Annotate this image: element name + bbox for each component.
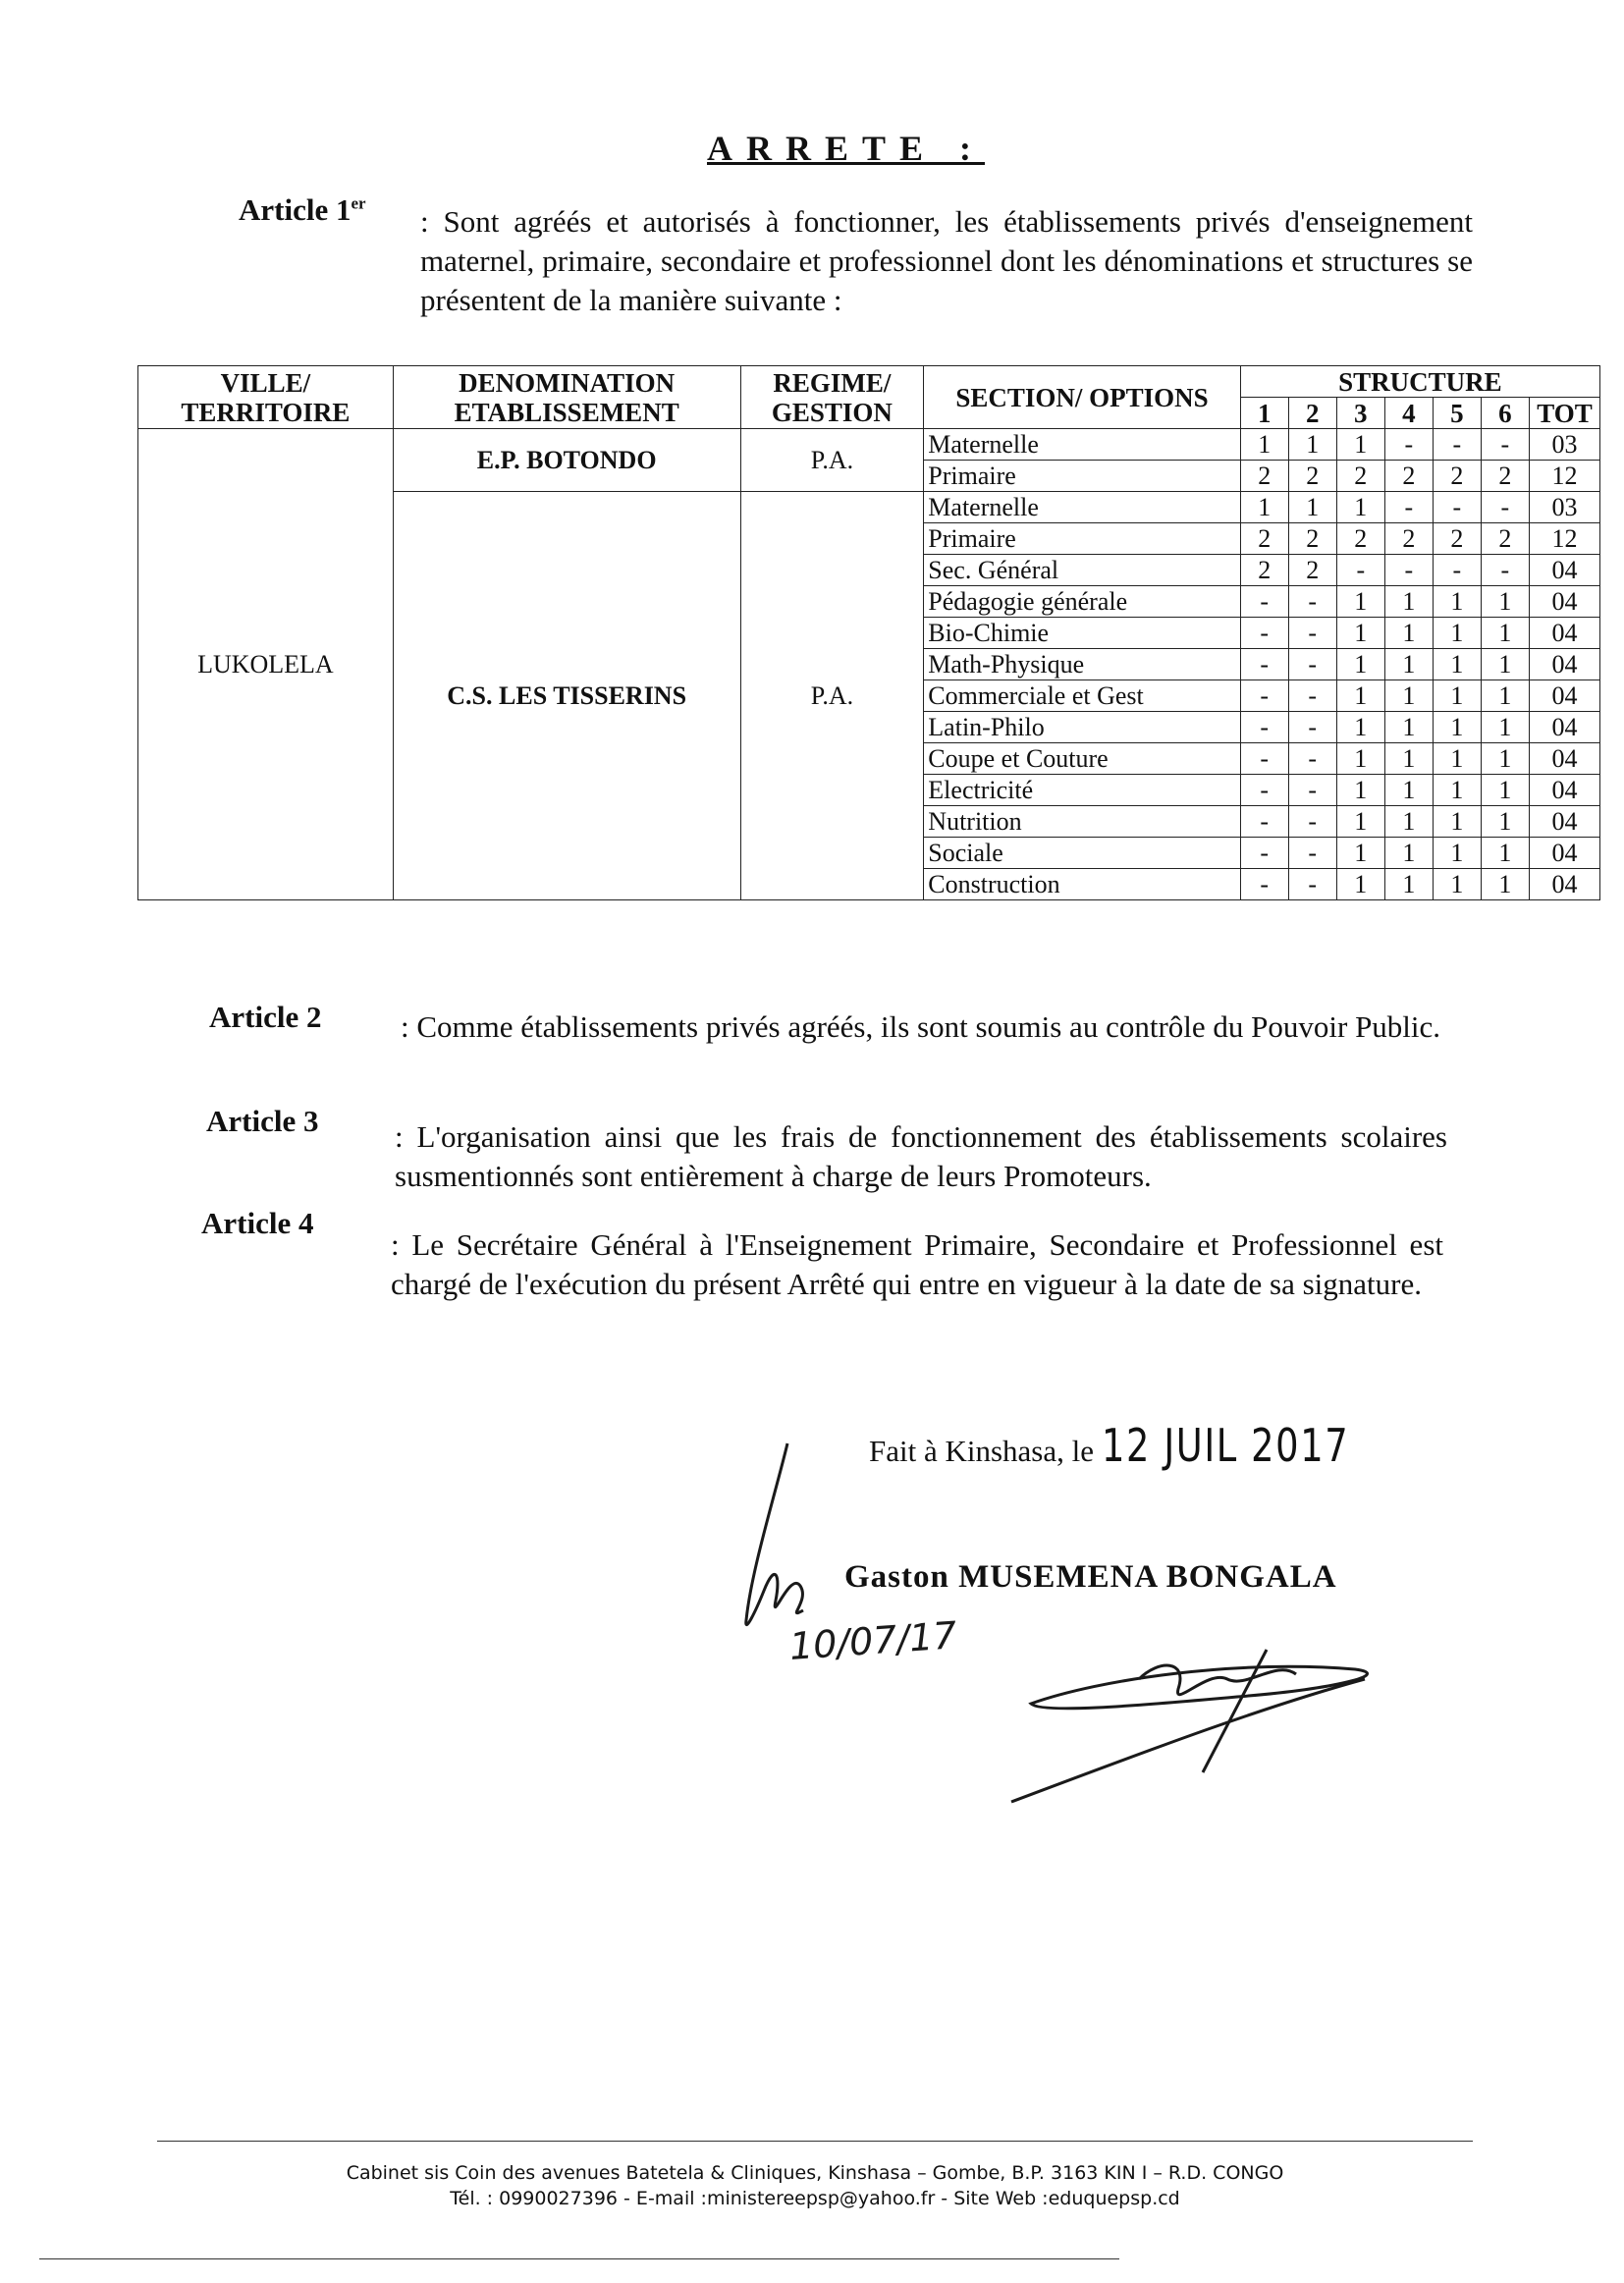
structure-cell: 1 [1336,775,1384,806]
total-cell: 04 [1529,712,1599,743]
structure-cell: 2 [1240,461,1288,492]
structure-cell: - [1240,869,1288,900]
structure-cell: - [1240,649,1288,680]
total-cell: 12 [1529,461,1599,492]
structure-cell: 1 [1433,806,1481,838]
structure-cell: 1 [1384,869,1433,900]
structure-cell: - [1240,712,1288,743]
article-1-label-sup: er [351,193,366,213]
article-4-label: Article 4 [201,1206,314,1240]
structure-cell: 1 [1384,743,1433,775]
structure-cell: 2 [1288,523,1336,555]
article-1-label [239,192,366,228]
structure-cell: - [1288,618,1336,649]
structure-cell: - [1433,555,1481,586]
structure-cell: 2 [1481,523,1529,555]
structure-cell: - [1288,869,1336,900]
structure-cell: - [1433,492,1481,523]
structure-cell: 1 [1336,743,1384,775]
structure-cell: 1 [1336,869,1384,900]
structure-cell: 2 [1240,555,1288,586]
structure-cell: 1 [1384,712,1433,743]
header-col-3: 3 [1336,398,1384,429]
structure-cell: 1 [1384,586,1433,618]
structure-cell: 1 [1433,649,1481,680]
section-cell: Bio-Chimie [924,618,1240,649]
header-ville: VILLE/ TERRITOIRE [138,366,394,429]
structure-cell: 2 [1288,555,1336,586]
denomination-cell: C.S. LES TISSERINS [393,492,740,900]
structure-cell: 2 [1481,461,1529,492]
structure-cell: 1 [1336,618,1384,649]
total-cell: 04 [1529,838,1599,869]
structure-cell: - [1288,649,1336,680]
structure-cell: 2 [1240,523,1288,555]
structure-cell: 1 [1384,680,1433,712]
section-cell: Maternelle [924,429,1240,461]
article-2-label: Article 2 [209,1000,322,1034]
structure-cell: - [1288,743,1336,775]
section-cell: Sociale [924,838,1240,869]
structure-cell: 1 [1433,712,1481,743]
section-cell: Construction [924,869,1240,900]
fait-text: Fait à Kinshasa, le [869,1434,1095,1468]
regime-cell: P.A. [740,492,924,900]
header-denomination: DENOMINATION ETABLISSEMENT [393,366,740,429]
structure-cell: 1 [1433,838,1481,869]
structure-cell: - [1240,775,1288,806]
section-cell: Primaire [924,461,1240,492]
structure-cell: 1 [1336,492,1384,523]
structure-cell: 2 [1384,461,1433,492]
structure-cell: - [1240,680,1288,712]
fait-a-kinshasa [869,1419,1411,1472]
structure-cell: 2 [1288,461,1336,492]
total-cell: 04 [1529,869,1599,900]
structure-cell: - [1384,492,1433,523]
footer-rule [157,2141,1473,2142]
structure-cell: 1 [1481,586,1529,618]
structure-cell: 1 [1481,838,1529,869]
structure-cell: 1 [1481,775,1529,806]
structure-cell: - [1384,555,1433,586]
structure-cell: - [1288,680,1336,712]
section-cell: Sec. Général [924,555,1240,586]
total-cell: 04 [1529,586,1599,618]
structure-cell: 1 [1384,618,1433,649]
structure-cell: 1 [1433,618,1481,649]
header-col-1: 1 [1240,398,1288,429]
structure-cell: 1 [1481,806,1529,838]
header-col-tot: TOT [1529,398,1599,429]
footer-line-1: Cabinet sis Coin des avenues Batetela & Cliniques, Kinshasa – Gombe, B.P. 3163 KIN I – R.D. CONGO [346,2162,1284,2184]
structure-cell: - [1288,806,1336,838]
header-col-2: 2 [1288,398,1336,429]
total-cell: 03 [1529,429,1599,461]
section-cell: Commerciale et Gest [924,680,1240,712]
total-cell: 03 [1529,492,1599,523]
structure-table [137,365,1600,900]
section-cell: Math-Physique [924,649,1240,680]
structure-cell: - [1288,586,1336,618]
structure-cell: - [1481,429,1529,461]
header-structure: STRUCTURE [1240,366,1599,398]
structure-cell: 2 [1433,523,1481,555]
total-cell: 04 [1529,555,1599,586]
structure-cell: - [1240,586,1288,618]
structure-cell: - [1433,429,1481,461]
signature-stroke [1139,1665,1296,1695]
page-title: ARRETE : [707,129,986,168]
total-cell: 04 [1529,775,1599,806]
table-body [138,429,1600,900]
section-cell: Primaire [924,523,1240,555]
structure-cell: 1 [1384,649,1433,680]
structure-cell: 1 [1336,712,1384,743]
structure-cell: - [1481,492,1529,523]
structure-cell: - [1240,838,1288,869]
bottom-rule [39,2258,1119,2259]
structure-cell: 1 [1240,429,1288,461]
structure-cell: 1 [1384,806,1433,838]
structure-cell: 1 [1384,838,1433,869]
structure-cell: 1 [1433,869,1481,900]
structure-cell: 1 [1481,869,1529,900]
table-row [138,429,1600,461]
header-col-5: 5 [1433,398,1481,429]
footer-address [295,2160,1335,2211]
structure-cell: 1 [1433,586,1481,618]
structure-cell: - [1336,555,1384,586]
signature-slash [1203,1650,1267,1772]
structure-cell: 1 [1433,775,1481,806]
structure-cell: 2 [1336,523,1384,555]
structure-cell: 1 [1336,680,1384,712]
article-1-text: : Sont agréés et autorisés à fonctionner, les établissements privés d'enseignement maternel, primaire, secondaire et professionnel dont les dénominations et structures se présentent de la manière suivante : [420,204,1473,317]
date-stamp: 12 JUIL 2017 [1101,1419,1349,1472]
article-2-text: : Comme établissements privés agréés, ils sont soumis au contrôle du Pouvoir Public. [401,1009,1441,1044]
structure-cell: 1 [1433,743,1481,775]
structure-cell: 1 [1288,492,1336,523]
structure-cell: 1 [1481,743,1529,775]
structure-cell: 1 [1433,680,1481,712]
section-cell: Electricité [924,775,1240,806]
total-cell: 12 [1529,523,1599,555]
denomination-cell: E.P. BOTONDO [393,429,740,492]
structure-cell: 1 [1336,649,1384,680]
article-3-label: Article 3 [206,1104,319,1138]
initials-mark [746,1443,803,1625]
signature-loop [1031,1666,1368,1708]
structure-cell: - [1384,429,1433,461]
structure-cell: - [1240,806,1288,838]
structure-cell: - [1481,555,1529,586]
total-cell: 04 [1529,806,1599,838]
structure-cell: - [1288,775,1336,806]
structure-cell: 1 [1240,492,1288,523]
structure-cell: 1 [1481,680,1529,712]
footer-line-2: Tél. : 0990027396 - E-mail :ministereepsp@yahoo.fr - Site Web :eduquepsp.cd [450,2188,1180,2209]
header-col-4: 4 [1384,398,1433,429]
header-section: SECTION/ OPTIONS [924,366,1240,429]
structure-cell: - [1240,743,1288,775]
section-cell: Latin-Philo [924,712,1240,743]
section-cell: Coupe et Couture [924,743,1240,775]
header-col-6: 6 [1481,398,1529,429]
structure-cell: 2 [1384,523,1433,555]
structure-cell: - [1240,618,1288,649]
structure-cell: 2 [1433,461,1481,492]
structure-cell: 1 [1336,429,1384,461]
section-cell: Maternelle [924,492,1240,523]
article-4-text: : Le Secrétaire Général à l'Enseignement Primaire, Secondaire et Professionnel est chargé de l'exécution du présent Arrêté qui entre en vigueur à la date de sa signature. [391,1227,1443,1301]
structure-cell: 1 [1384,775,1433,806]
total-cell: 04 [1529,743,1599,775]
total-cell: 04 [1529,680,1599,712]
structure-cell: 1 [1336,586,1384,618]
structure-cell: 1 [1336,838,1384,869]
structure-cell: - [1288,838,1336,869]
signature-underline [1011,1679,1365,1802]
structure-cell: - [1288,712,1336,743]
total-cell: 04 [1529,649,1599,680]
regime-cell: P.A. [740,429,924,492]
section-cell: Nutrition [924,806,1240,838]
structure-cell: 1 [1336,806,1384,838]
structure-cell: 1 [1481,712,1529,743]
initial-date: 10/07/17 [787,1613,958,1668]
article-1-label-text: Article 1 [239,192,352,227]
structure-cell: 1 [1481,649,1529,680]
signer-name: Gaston MUSEMENA BONGALA [844,1559,1337,1595]
article-3-text: : L'organisation ainsi que les frais de fonctionnement des établissements scolaires susmentionnés sont entièrement à charge de leurs Promoteurs. [395,1119,1447,1193]
total-cell: 04 [1529,618,1599,649]
structure-cell: 1 [1481,618,1529,649]
ville-cell: LUKOLELA [138,429,394,900]
section-cell: Pédagogie générale [924,586,1240,618]
structure-cell: 2 [1336,461,1384,492]
structure-cell: 1 [1288,429,1336,461]
header-regime: REGIME/ GESTION [740,366,924,429]
